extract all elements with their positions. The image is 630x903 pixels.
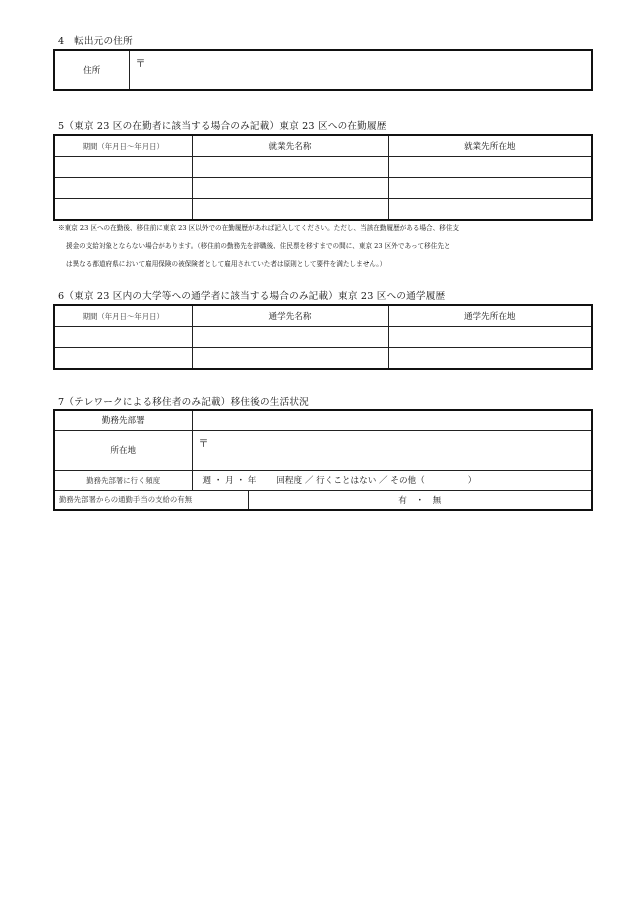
workplace-address-header: 就業先所在地: [388, 135, 592, 157]
school-name-header: 通学先名称: [192, 305, 388, 327]
location-label: 所在地: [54, 430, 192, 470]
table-row: [54, 327, 592, 348]
period-cell[interactable]: [54, 199, 192, 220]
postal-mark: 〒: [135, 59, 146, 70]
address-label: 住所: [54, 50, 129, 90]
school-name-cell[interactable]: [192, 348, 388, 369]
note-line: は異なる都道府県において雇用保険の被保険者として雇用されていた者は原則として要件を満たしません。）: [66, 260, 387, 268]
workplace-address-cell[interactable]: [388, 178, 592, 199]
allowance-label: 勤務先部署からの通勤手当の支給の有無: [54, 490, 248, 510]
note-line: ※東京 23 区への在勤後、移住前に東京 23 区以外での在勤履歴があれば記入してください。ただし、当該在勤履歴がある場合、移住支: [58, 224, 460, 232]
address-field[interactable]: [129, 50, 592, 90]
note-line: 援金の支給対象とならない場合があります。（移住前の勤務先を辞職後、住民票を移すまでの間に、東京 23 区外であって移住先と: [66, 242, 451, 250]
school-address-cell[interactable]: [388, 348, 592, 369]
dept-field[interactable]: [192, 410, 592, 430]
school-address-header: 通学先所在地: [388, 305, 592, 327]
dept-label: 勤務先部署: [54, 410, 192, 430]
section-5-title: 5（東京 23 区の在勤者に該当する場合のみ記載）東京 23 区への在勤履歴: [58, 121, 387, 132]
workplace-address-cell[interactable]: [388, 157, 592, 178]
table-row: [54, 199, 592, 220]
section-7-title: 7（テレワークによる移住者のみ記載）移住後の生活状況: [58, 397, 309, 408]
postal-mark: 〒: [198, 438, 209, 450]
workplace-name-cell[interactable]: [192, 157, 388, 178]
address-table: [53, 49, 593, 91]
school-address-cell[interactable]: [388, 327, 592, 348]
workplace-name-cell[interactable]: [192, 178, 388, 199]
workplace-address-cell[interactable]: [388, 199, 592, 220]
allowance-field[interactable]: 有 ・ 無: [248, 490, 592, 510]
school-history-table: [53, 304, 593, 370]
section-6-title: 6（東京 23 区内の大学等への通学者に該当する場合のみ記載）東京 23 区への通学履歴: [58, 291, 446, 302]
telework-table: [53, 409, 593, 511]
frequency-label: 勤務先部署に行く頻度: [54, 470, 192, 490]
workplace-name-header: 就業先名称: [192, 135, 388, 157]
location-field[interactable]: [192, 430, 592, 470]
period-header: 期間（年月日～年月日）: [54, 135, 192, 157]
period-cell[interactable]: [54, 348, 192, 369]
frequency-field[interactable]: 週 ・ 月 ・ 年 回程度 ／ 行くことはない ／ その他（ ）: [192, 470, 592, 490]
period-cell[interactable]: [54, 178, 192, 199]
table-row: [54, 157, 592, 178]
table-row: [54, 178, 592, 199]
table-row: [54, 348, 592, 369]
section-4-title: 4 転出元の住所: [58, 36, 133, 47]
work-history-note: [58, 219, 598, 273]
work-history-table: [53, 134, 593, 221]
workplace-name-cell[interactable]: [192, 199, 388, 220]
school-name-cell[interactable]: [192, 327, 388, 348]
period-cell[interactable]: [54, 157, 192, 178]
period-header: 期間（年月日～年月日）: [54, 305, 192, 327]
period-cell[interactable]: [54, 327, 192, 348]
